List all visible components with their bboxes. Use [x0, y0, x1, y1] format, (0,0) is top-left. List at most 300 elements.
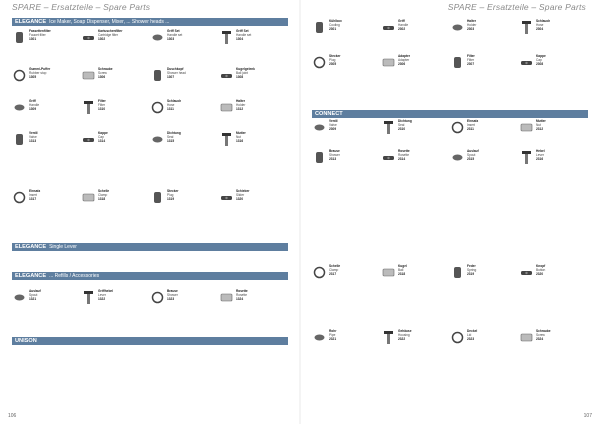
part-code: 2309 — [329, 127, 337, 132]
part-text — [536, 330, 584, 342]
part-icon — [219, 100, 234, 115]
part-code: 2301 — [329, 27, 337, 32]
part-code: 1322 — [98, 297, 106, 302]
part-text — [398, 20, 446, 32]
part-desc: Ball joint — [236, 70, 249, 75]
part-desc: Handle set — [167, 32, 183, 37]
part-item — [81, 30, 145, 54]
part-icon — [450, 265, 465, 280]
part-desc: Shower — [329, 152, 340, 157]
part-desc: Screw — [98, 70, 107, 75]
part-desc: Handle set — [236, 32, 252, 37]
part-item — [450, 150, 514, 174]
part-code: 2311 — [467, 127, 474, 132]
part-code: 2307 — [467, 62, 475, 67]
part-icon — [150, 132, 165, 147]
part-code: 1314 — [98, 139, 106, 144]
part-desc: Insert — [29, 192, 37, 197]
part-icon — [381, 20, 396, 35]
part-text — [536, 265, 584, 277]
part-text — [467, 265, 515, 277]
page-header-right: SPARE – Ersatzteile – Spare Parts — [447, 2, 586, 12]
part-icon — [12, 30, 27, 45]
part-code: 1306 — [98, 75, 106, 80]
part-desc: Hose — [536, 22, 544, 27]
part-code: 2306 — [398, 62, 406, 67]
part-text — [467, 330, 515, 342]
part-item — [312, 120, 376, 144]
part-title: Schlauch — [536, 19, 551, 23]
part-desc: Button — [536, 267, 546, 272]
section-title: ELEGANCE — [15, 273, 47, 279]
part-title: Gehäuse — [398, 329, 412, 333]
part-icon — [312, 265, 327, 280]
part-icon — [381, 150, 396, 165]
part-desc: Pipe — [329, 332, 336, 337]
part-title: Mutter — [536, 119, 546, 123]
part-item — [81, 68, 145, 92]
part-item — [381, 330, 445, 354]
part-code: 1301 — [29, 37, 37, 42]
part-text — [467, 20, 515, 32]
part-item — [312, 330, 376, 354]
part-item — [219, 290, 283, 314]
part-code: 1313 — [29, 139, 37, 144]
part-item — [150, 190, 214, 214]
part-text — [236, 132, 284, 144]
part-item — [12, 100, 76, 124]
part-icon — [450, 150, 465, 165]
part-text — [329, 265, 377, 277]
part-code: 1311 — [167, 107, 174, 112]
part-item — [450, 330, 514, 354]
part-code: 1318 — [98, 197, 106, 202]
part-icon — [519, 150, 534, 165]
part-text — [98, 290, 146, 302]
part-desc: Nut — [536, 122, 541, 127]
part-code: 2322 — [398, 337, 406, 342]
part-item — [312, 20, 376, 44]
part-text — [167, 190, 215, 202]
part-text — [536, 150, 584, 162]
part-desc: Slider — [236, 192, 245, 197]
part-item — [12, 68, 76, 92]
part-icon — [312, 150, 327, 165]
part-desc: Spring — [467, 267, 477, 272]
part-item — [519, 330, 583, 354]
part-item — [519, 120, 583, 144]
part-desc: Filter — [98, 102, 106, 107]
part-title: Auslauf — [29, 289, 41, 293]
part-icon — [450, 20, 465, 35]
part-desc: Hose — [167, 102, 175, 107]
part-icon — [150, 68, 165, 83]
part-desc: Shower — [167, 292, 178, 297]
part-text — [398, 55, 446, 67]
part-code: 2312 — [536, 127, 544, 132]
part-text — [236, 100, 284, 112]
part-desc: Holder — [467, 22, 477, 27]
part-title: Mutter — [236, 131, 246, 135]
part-desc: Valve — [29, 134, 37, 139]
part-title: Ventil — [29, 131, 38, 135]
part-title: Feder — [467, 264, 476, 268]
part-text — [398, 120, 446, 132]
part-text — [98, 190, 146, 202]
section-title: UNISON — [15, 338, 37, 344]
part-title: Halter — [236, 99, 246, 103]
part-desc: Filter — [467, 57, 475, 62]
part-text — [398, 265, 446, 277]
part-text — [98, 100, 146, 112]
part-title: Brause — [329, 149, 340, 153]
part-item — [150, 132, 214, 156]
part-text — [536, 120, 584, 132]
part-code: 2303 — [467, 27, 475, 32]
part-code: 1304 — [236, 37, 244, 42]
part-title: Brause — [167, 289, 178, 293]
part-text — [167, 100, 215, 112]
part-title: Auslauf — [467, 149, 479, 153]
part-icon — [450, 330, 465, 345]
part-code: 2302 — [398, 27, 406, 32]
part-title: Einsatz — [29, 189, 41, 193]
part-text — [29, 100, 77, 112]
part-title: Schraube — [98, 67, 113, 71]
part-desc: Nut — [236, 134, 241, 139]
part-icon — [81, 290, 96, 305]
part-icon — [12, 68, 27, 83]
part-item — [150, 290, 214, 314]
part-item — [219, 100, 283, 124]
part-text — [98, 68, 146, 80]
part-text — [29, 68, 77, 80]
part-item — [519, 55, 583, 79]
part-code: 2315 — [467, 157, 475, 162]
part-code: 2308 — [536, 62, 544, 67]
part-item — [519, 265, 583, 289]
part-code: 1324 — [236, 297, 244, 302]
part-icon — [81, 190, 96, 205]
part-code: 2305 — [329, 62, 337, 67]
section-band-elegance — [12, 18, 288, 26]
part-icon — [150, 290, 165, 305]
part-text — [329, 20, 377, 32]
part-icon — [12, 290, 27, 305]
part-icon — [519, 120, 534, 135]
part-code: 2319 — [467, 272, 475, 277]
part-title: Kappe — [98, 131, 108, 135]
part-title: Griffhebel — [98, 289, 114, 293]
part-item — [81, 100, 145, 124]
part-text — [236, 290, 284, 302]
part-desc: Shower head — [167, 70, 186, 75]
part-desc: Plug — [329, 57, 336, 62]
part-text — [29, 190, 77, 202]
part-icon — [81, 30, 96, 45]
part-text — [536, 20, 584, 32]
part-title: Stecker — [167, 189, 179, 193]
part-desc: Clamp — [98, 192, 108, 197]
part-icon — [312, 120, 327, 135]
part-title: Adapter — [398, 54, 411, 58]
part-text — [29, 290, 77, 302]
part-code: 2314 — [398, 157, 406, 162]
part-desc: Handle — [29, 102, 40, 107]
part-text — [236, 68, 284, 80]
part-icon — [150, 30, 165, 45]
part-code: 1303 — [167, 37, 175, 42]
part-code: 1312 — [236, 107, 244, 112]
part-icon — [450, 55, 465, 70]
part-icon — [312, 55, 327, 70]
part-text — [536, 55, 584, 67]
part-title: Fassettenfilter — [29, 29, 51, 33]
part-desc: Lever — [536, 152, 544, 157]
part-title: Deckel — [467, 329, 478, 333]
part-icon — [519, 330, 534, 345]
part-icon — [219, 132, 234, 147]
part-desc: Lid — [467, 332, 472, 337]
part-desc: Handle — [398, 22, 409, 27]
part-item — [450, 55, 514, 79]
part-desc: Seal — [398, 122, 405, 127]
part-desc: Insert — [467, 122, 475, 127]
part-code: 2316 — [536, 157, 544, 162]
part-title: Kühlbox — [329, 19, 342, 23]
section-band-elegance-ext — [12, 272, 288, 280]
part-title: Duschkopf — [167, 67, 184, 71]
section-title: ELEGANCE — [15, 244, 47, 250]
part-text — [467, 55, 515, 67]
part-item — [381, 120, 445, 144]
part-icon — [381, 265, 396, 280]
part-desc: Cap — [98, 134, 104, 139]
part-item — [219, 68, 283, 92]
part-title: Ventil — [329, 119, 338, 123]
page-header-left: SPARE – Ersatzteile – Spare Parts — [12, 2, 151, 12]
part-icon — [150, 190, 165, 205]
part-code: 1308 — [236, 75, 244, 80]
part-item — [81, 190, 145, 214]
part-code: 2317 — [329, 272, 337, 277]
part-icon — [12, 190, 27, 205]
part-item — [381, 20, 445, 44]
right-page — [300, 0, 600, 424]
part-code: 1320 — [236, 197, 244, 202]
part-title: Dichtung — [167, 131, 181, 135]
part-icon — [381, 120, 396, 135]
part-desc: Cooling — [329, 22, 340, 27]
part-title: Filter — [98, 99, 106, 103]
part-desc: Faucet filter — [29, 32, 46, 37]
part-item — [312, 150, 376, 174]
part-item — [219, 190, 283, 214]
part-code: 1323 — [167, 297, 175, 302]
part-title: Kugel — [398, 264, 407, 268]
part-title: Schieber — [236, 189, 250, 193]
part-code: 1310 — [98, 107, 106, 112]
part-icon — [519, 55, 534, 70]
part-text — [167, 132, 215, 144]
part-text — [167, 30, 215, 42]
part-code: 1321 — [29, 297, 37, 302]
part-text — [236, 190, 284, 202]
part-code: 2313 — [329, 157, 337, 162]
part-desc: Adapter — [398, 57, 410, 62]
part-desc: Rubber stop — [29, 70, 47, 75]
part-code: 2321 — [329, 337, 337, 342]
part-code: 2323 — [467, 337, 475, 342]
part-title: Schelle — [98, 189, 110, 193]
page-number-left: 106 — [8, 413, 17, 419]
part-text — [98, 30, 146, 42]
part-title: Dichtung — [398, 119, 412, 123]
part-text — [467, 120, 515, 132]
part-icon — [381, 55, 396, 70]
part-title: Kappe — [536, 54, 546, 58]
part-icon — [381, 330, 396, 345]
part-text — [29, 30, 77, 42]
part-code: 1307 — [167, 75, 175, 80]
part-title: Rosette — [398, 149, 410, 153]
part-desc: Seal — [167, 134, 174, 139]
section-subtitle: Ice Maker, Soap Dispenser, Mixer, ... Shower heads ... — [49, 19, 170, 25]
part-code: 2320 — [536, 272, 544, 277]
part-desc: Ball — [398, 267, 404, 272]
part-desc: Cartridge filter — [98, 32, 119, 37]
part-title: Rosette — [236, 289, 248, 293]
part-item — [381, 55, 445, 79]
part-item — [381, 265, 445, 289]
part-title: Halter — [467, 19, 477, 23]
part-item — [150, 100, 214, 124]
part-item — [381, 150, 445, 174]
part-icon — [219, 290, 234, 305]
part-title: Filter — [467, 54, 475, 58]
part-item — [312, 55, 376, 79]
part-icon — [519, 265, 534, 280]
part-desc: Plug — [167, 192, 174, 197]
part-title: Hebel — [536, 149, 545, 153]
part-item — [219, 30, 283, 54]
part-item — [81, 132, 145, 156]
part-item — [12, 132, 76, 156]
part-desc: Spout — [467, 152, 476, 157]
part-text — [236, 30, 284, 42]
part-icon — [219, 190, 234, 205]
part-title: Kugelgelenk — [236, 67, 255, 71]
part-item — [12, 290, 76, 314]
part-title: Griff Set — [167, 29, 180, 33]
part-text — [329, 150, 377, 162]
part-item — [519, 150, 583, 174]
part-icon — [312, 20, 327, 35]
part-text — [398, 150, 446, 162]
part-code: 2324 — [536, 337, 544, 342]
section-title: ELEGANCE — [15, 19, 47, 25]
part-item — [450, 20, 514, 44]
part-code: 2318 — [398, 272, 406, 277]
part-item — [450, 265, 514, 289]
part-code: 1316 — [236, 139, 244, 144]
part-title: Schelle — [329, 264, 341, 268]
part-text — [398, 330, 446, 342]
part-text — [329, 330, 377, 342]
section-subtitle: Single Lever — [49, 244, 77, 250]
section-band-elegance-single — [12, 243, 288, 251]
part-title: Griff — [398, 19, 405, 23]
part-item — [450, 120, 514, 144]
part-title: Gummi-Puffer — [29, 67, 51, 71]
part-icon — [81, 132, 96, 147]
part-item — [12, 30, 76, 54]
section-band-unison — [12, 337, 288, 345]
part-desc: Valve — [329, 122, 337, 127]
part-code: 1309 — [29, 107, 37, 112]
part-desc: Holder — [236, 102, 246, 107]
part-icon — [12, 132, 27, 147]
part-text — [329, 55, 377, 67]
part-title: Einsatz — [467, 119, 479, 123]
part-desc: Cap — [536, 57, 542, 62]
part-desc: Clamp — [329, 267, 339, 272]
part-code: 1315 — [167, 139, 175, 144]
part-text — [29, 132, 77, 144]
part-desc: Lever — [98, 292, 106, 297]
part-desc: Housing — [398, 332, 410, 337]
part-desc: Screw — [536, 332, 545, 337]
part-desc: Spout — [29, 292, 38, 297]
part-icon — [519, 20, 534, 35]
part-icon — [219, 68, 234, 83]
part-title: Stecker — [329, 54, 341, 58]
part-item — [219, 132, 283, 156]
part-icon — [81, 100, 96, 115]
part-title: Griff — [29, 99, 36, 103]
part-text — [329, 120, 377, 132]
part-title: Rohr — [329, 329, 337, 333]
part-icon — [12, 100, 27, 115]
part-code: 1319 — [167, 197, 175, 202]
part-title: Knopf — [536, 264, 546, 268]
part-title: Schraube — [536, 329, 551, 333]
part-item — [519, 20, 583, 44]
part-icon — [450, 120, 465, 135]
part-code: 1317 — [29, 197, 37, 202]
part-code: 1302 — [98, 37, 106, 42]
part-item — [150, 30, 214, 54]
part-title: Schlauch — [167, 99, 182, 103]
part-code: 2310 — [398, 127, 406, 132]
part-text — [167, 68, 215, 80]
part-icon — [150, 100, 165, 115]
part-icon — [312, 330, 327, 345]
part-code: 1305 — [29, 75, 37, 80]
part-text — [98, 132, 146, 144]
part-icon — [219, 30, 234, 45]
part-item — [150, 68, 214, 92]
part-title: Kartuschenfilter — [98, 29, 123, 33]
part-desc: Rosette — [236, 292, 247, 297]
section-band-connect — [312, 110, 588, 118]
section-subtitle: ... Refills / Accessories — [49, 273, 100, 279]
part-text — [167, 290, 215, 302]
section-title: CONNECT — [315, 111, 343, 117]
part-title: Griff Set — [236, 29, 249, 33]
part-item — [81, 290, 145, 314]
part-code: 2304 — [536, 27, 544, 32]
